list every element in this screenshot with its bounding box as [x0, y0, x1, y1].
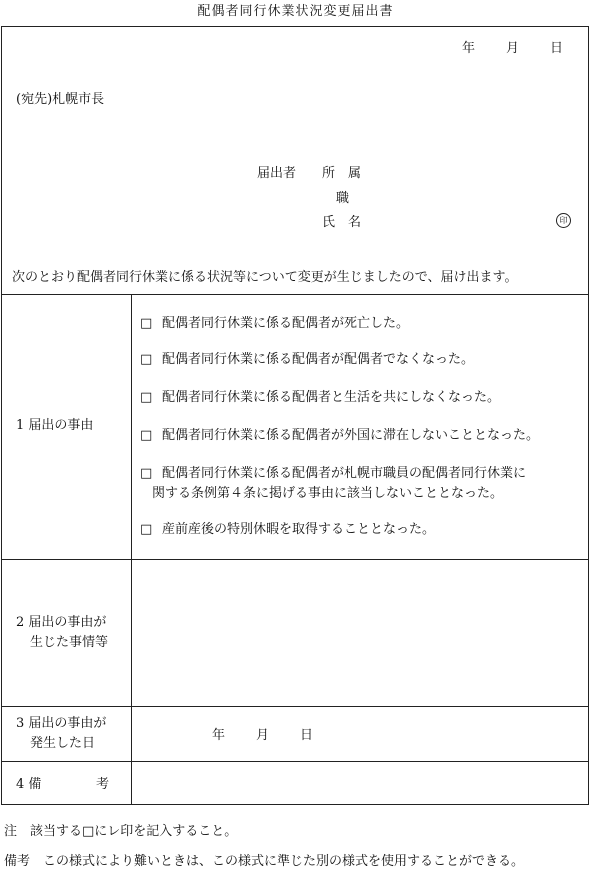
checkbox-icon[interactable]: □ [140, 466, 153, 481]
column-divider [131, 294, 132, 804]
section3-label-line2: 発生した日 [30, 736, 96, 751]
section2-input-area[interactable] [132, 560, 589, 706]
row-divider-2 [1, 706, 589, 707]
checkbox-item-label: 産前産後の特別休暇を取得することとなった。 [162, 522, 436, 537]
section1-label: 1 届出の事由 [16, 418, 94, 433]
applicant-position-label: 職 [336, 191, 350, 206]
checkbox-item-label-cont: 関する条例第４条に掲げる事由に該当しないこととなった。 [152, 486, 504, 501]
applicant-name-label: 氏 名 [322, 215, 362, 230]
checkbox-item-deceased[interactable] [140, 314, 409, 334]
intro-text: 次のとおり配偶者同行休業に係る状況等について変更が生じましたので、届け出ます。 [12, 270, 518, 285]
section3-month: 月 [256, 728, 270, 743]
section2-label [16, 613, 108, 653]
checkbox-item-label: 配偶者同行休業に係る配偶者が死亡した。 [162, 316, 410, 331]
checkbox-icon[interactable]: □ [140, 428, 153, 443]
checkbox-item-label: 配偶者同行休業に係る配偶者が札幌市職員の配偶者同行休業に [162, 466, 527, 481]
footer-remark: 備考 この様式により難いときは、この様式に準じた別の様式を使用することができる。 [4, 854, 525, 869]
section4-input-area[interactable] [132, 762, 589, 804]
applicant-label: 届出者 [257, 166, 297, 181]
header-month: 月 [506, 41, 520, 56]
section3-day: 日 [300, 728, 314, 743]
section4-label-a: 4 備 [16, 777, 42, 792]
checkbox-item-label: 配偶者同行休業に係る配偶者が配偶者でなくなった。 [162, 352, 475, 367]
header-day: 日 [550, 41, 564, 56]
form-title: 配偶者同行休業状況変更届出書 [197, 4, 394, 19]
checkbox-item-not-abroad[interactable] [140, 426, 539, 446]
header-year: 年 [462, 41, 476, 56]
applicant-dept-label: 所 属 [322, 166, 362, 181]
addressee: (宛先)札幌市長 [16, 92, 105, 107]
checkbox-icon[interactable]: □ [140, 390, 153, 405]
section2-label-line1: 2 届出の事由が [16, 615, 107, 630]
checkbox-item-not-spouse[interactable] [140, 350, 474, 370]
checkbox-icon[interactable]: □ [140, 352, 153, 367]
footer-note: 注 該当する□にレ印を記入すること。 [4, 824, 238, 839]
checkbox-icon[interactable]: □ [140, 316, 153, 331]
checkbox-icon[interactable]: □ [140, 522, 153, 537]
section4-label-b: 考 [96, 777, 110, 792]
checkbox-item-maternity-leave[interactable] [140, 520, 435, 540]
seal-icon: 印 [556, 213, 571, 228]
table-top-border [1, 294, 589, 295]
section3-year: 年 [212, 728, 226, 743]
checkbox-item-label: 配偶者同行休業に係る配偶者が外国に滞在しないこととなった。 [162, 428, 540, 443]
checkbox-item-not-living-together[interactable] [140, 388, 500, 408]
section2-label-line2: 生じた事情等 [30, 635, 109, 650]
section3-label [16, 714, 106, 754]
checkbox-item-ordinance[interactable] [140, 464, 526, 504]
checkbox-item-label: 配偶者同行休業に係る配偶者と生活を共にしなくなった。 [162, 390, 501, 405]
section3-label-line1: 3 届出の事由が [16, 716, 107, 731]
